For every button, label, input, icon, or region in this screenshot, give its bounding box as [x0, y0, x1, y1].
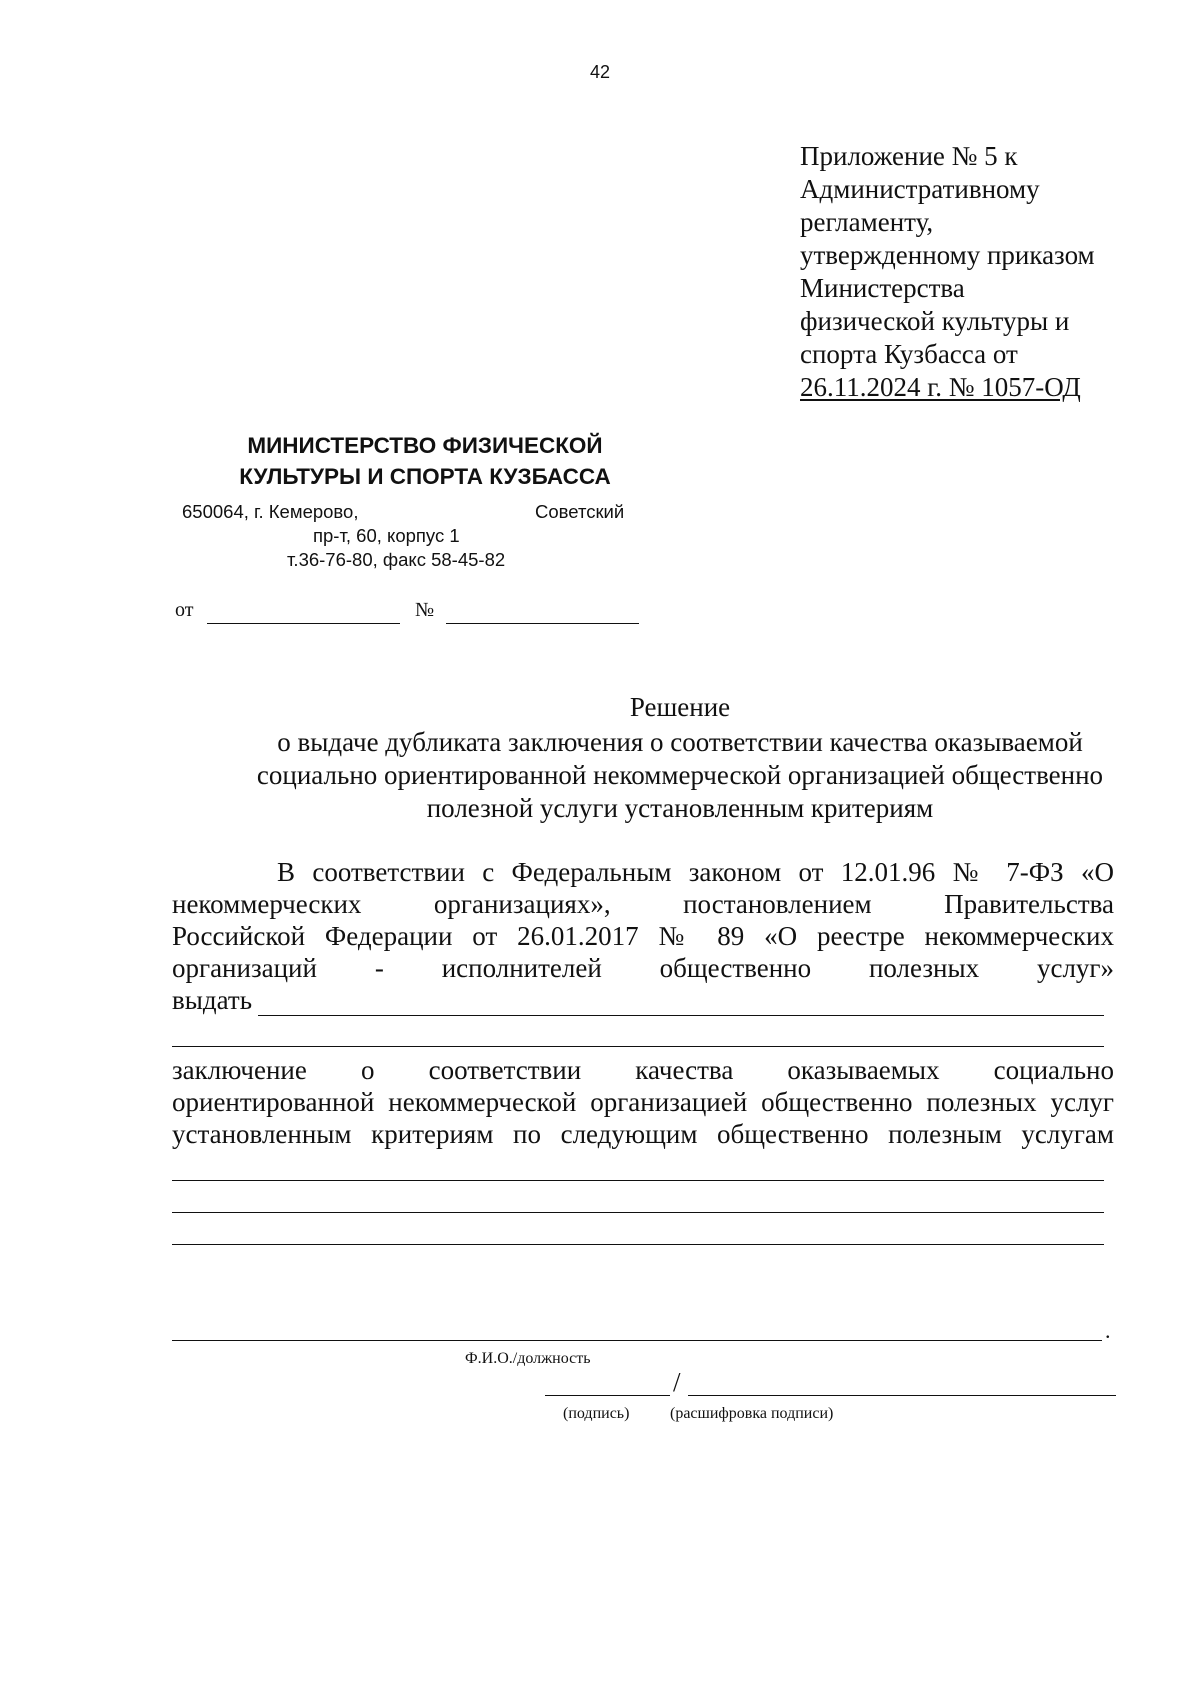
signature-blank-line	[545, 1395, 670, 1396]
subtitle-line: полезной услуги установленным критериям	[426, 793, 934, 823]
paragraph-line: некоммерческих организациях», постановлением Правительства	[172, 889, 1114, 919]
signature-decoding-caption: (расшифровка подписи)	[670, 1405, 834, 1422]
address-street: Советский	[535, 501, 625, 522]
signature-caption: (подпись)	[563, 1405, 630, 1422]
page-number: 42	[589, 62, 611, 82]
ministry-name-line: МИНИСТЕРСТВО ФИЗИЧЕСКОЙ	[247, 433, 603, 458]
paragraph-line: Российской Федерации от 26.01.2017 № 89 «О реестре некоммерческих	[172, 921, 1114, 951]
ministry-name	[180, 430, 670, 492]
paragraph-line: организаций - исполнителей общественно полезных услуг»	[172, 953, 1114, 983]
services-blank-line	[172, 1180, 1104, 1181]
signature-slash: /	[673, 1367, 681, 1397]
appendix-line: Приложение № 5 к	[800, 141, 1018, 171]
conclusion-paragraph	[172, 1054, 1114, 1150]
name-position-line	[172, 1340, 1102, 1341]
name-position-caption: Ф.И.О./должность	[465, 1350, 591, 1367]
phone-fax: т.36-76-80, факс 58-45-82	[287, 549, 506, 570]
paragraph-line: ориентированной некоммерческой организацией общественно полезных услуг	[172, 1087, 1114, 1117]
services-blank-line	[172, 1244, 1104, 1245]
subtitle-line: о выдаче дубликата заключения о соответствии качества оказываемой	[277, 727, 1083, 757]
issue-recipient-line-2	[172, 1046, 1104, 1047]
paragraph-line: В соответствии с Федеральным законом от 12.01.96 № 7-ФЗ «О	[277, 857, 1114, 887]
appendix-line: физической культуры и	[800, 306, 1070, 336]
subtitle-line: социально ориентированной некоммерческой организацией общественно	[256, 760, 1104, 790]
issue-recipient-line	[258, 1015, 1104, 1016]
issue-label: выдать	[172, 985, 253, 1015]
appendix-line: регламенту,	[800, 207, 934, 237]
address-building: пр-т, 60, корпус 1	[313, 525, 460, 546]
signature-decoding-line	[688, 1395, 1116, 1396]
from-label: от	[175, 599, 194, 621]
address-city: 650064, г. Кемерово,	[182, 501, 359, 522]
number-blank-line	[446, 623, 639, 624]
decision-title: Решение	[629, 692, 731, 722]
appendix-block	[800, 140, 1140, 404]
services-blank-line	[172, 1212, 1104, 1213]
paragraph-line: установленным критериям по следующим общественно полезным услугам	[172, 1119, 1114, 1149]
appendix-line: Министерства	[800, 273, 965, 303]
appendix-order-date-number: 26.11.2024 г. № 1057-ОД	[800, 372, 1081, 402]
appendix-line: спорта Кузбасса от	[800, 339, 1018, 369]
decision-subtitle	[170, 726, 1190, 825]
paragraph-line: заключение о соответствии качества оказываемых социально	[172, 1055, 1114, 1085]
basis-paragraph	[172, 856, 1114, 1016]
date-blank-line	[207, 623, 400, 624]
appendix-line: Административному	[800, 174, 1040, 204]
trailing-dot: .	[1105, 1318, 1111, 1343]
number-label: №	[415, 599, 435, 621]
ministry-name-line: КУЛЬТУРЫ И СПОРТА КУЗБАССА	[239, 464, 611, 489]
appendix-line: утвержденному приказом	[800, 240, 1095, 270]
